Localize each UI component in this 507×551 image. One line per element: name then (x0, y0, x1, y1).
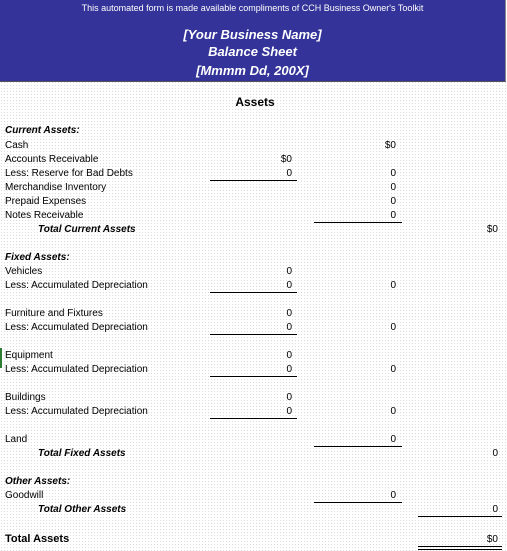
cash-value[interactable]: $0 (384, 140, 396, 151)
bad-debts-value[interactable]: 0 (286, 168, 292, 179)
furniture-depreciation-value[interactable]: 0 (286, 322, 292, 333)
total-other-assets-label: Total Other Assets (38, 504, 127, 515)
furniture-depreciation-label: Less: Accumulated Depreciation (5, 322, 148, 333)
subtotal-rule (210, 376, 297, 377)
subtotal-rule (210, 180, 297, 181)
accounts-receivable-value[interactable]: $0 (280, 154, 292, 165)
total-fixed-assets-label: Total Fixed Assets (38, 448, 126, 459)
buildings-depreciation-label: Less: Accumulated Depreciation (5, 406, 148, 417)
net-receivables-value: 0 (390, 168, 396, 179)
double-rule-bottom (418, 549, 502, 550)
business-name[interactable]: [Your Business Name] (183, 27, 322, 42)
buildings-label: Buildings (5, 392, 46, 403)
cash-label: Cash (5, 140, 29, 151)
goodwill-label: Goodwill (5, 490, 44, 501)
buildings-value[interactable]: 0 (286, 392, 292, 403)
vehicles-net-value: 0 (390, 280, 396, 291)
subtotal-rule (314, 446, 402, 447)
land-value[interactable]: 0 (390, 434, 396, 445)
accounts-receivable-label: Accounts Receivable (5, 154, 99, 165)
equipment-net-value: 0 (390, 364, 396, 375)
vehicles-depreciation-label: Less: Accumulated Depreciation (5, 280, 148, 291)
current-assets-heading: Current Assets: (5, 125, 80, 136)
buildings-net-value: 0 (390, 406, 396, 417)
other-assets-heading: Other Assets: (5, 476, 71, 487)
subtotal-rule (210, 334, 297, 335)
subtotal-rule (210, 292, 297, 293)
bad-debts-label: Less: Reserve for Bad Debts (5, 168, 133, 179)
prepaid-label: Prepaid Expenses (5, 196, 87, 207)
equipment-label: Equipment (5, 350, 53, 361)
goodwill-value[interactable]: 0 (390, 490, 396, 501)
toolkit-notice: This automated form is made available compliments of CCH Business Owner's Toolkit (81, 3, 424, 13)
sheet-title: Balance Sheet (208, 44, 297, 59)
total-current-assets-label: Total Current Assets (38, 224, 136, 235)
form-header (0, 0, 506, 82)
merchandise-label: Merchandise Inventory (5, 182, 107, 193)
land-label: Land (5, 434, 28, 445)
furniture-value[interactable]: 0 (286, 308, 292, 319)
furniture-label: Furniture and Fixtures (5, 308, 103, 319)
merchandise-value[interactable]: 0 (390, 182, 396, 193)
total-assets-value: $0 (486, 534, 498, 545)
equipment-depreciation-label: Less: Accumulated Depreciation (5, 364, 148, 375)
total-current-assets-value: $0 (486, 224, 498, 235)
total-other-assets-value: 0 (492, 504, 498, 515)
equipment-value[interactable]: 0 (286, 350, 292, 361)
vehicles-value[interactable]: 0 (286, 266, 292, 277)
vehicles-label: Vehicles (5, 266, 43, 277)
sheet-date[interactable]: [Mmmm Dd, 200X] (196, 63, 309, 78)
subtotal-rule (314, 222, 402, 223)
prepaid-value[interactable]: 0 (390, 196, 396, 207)
subtotal-rule (314, 502, 402, 503)
fixed-assets-heading: Fixed Assets: (5, 252, 70, 263)
double-rule-top (418, 546, 502, 547)
total-assets-label: Total Assets (5, 533, 70, 545)
subtotal-rule (210, 418, 297, 419)
assets-section-title: Assets (235, 95, 275, 109)
notes-receivable-label: Notes Receivable (5, 210, 84, 221)
furniture-net-value: 0 (390, 322, 396, 333)
buildings-depreciation-value[interactable]: 0 (286, 406, 292, 417)
vehicles-depreciation-value[interactable]: 0 (286, 280, 292, 291)
row-edge-marker (0, 348, 2, 368)
notes-receivable-value[interactable]: 0 (390, 210, 396, 221)
subtotal-rule (418, 516, 502, 517)
equipment-depreciation-value[interactable]: 0 (286, 364, 292, 375)
total-fixed-assets-value: 0 (492, 448, 498, 459)
